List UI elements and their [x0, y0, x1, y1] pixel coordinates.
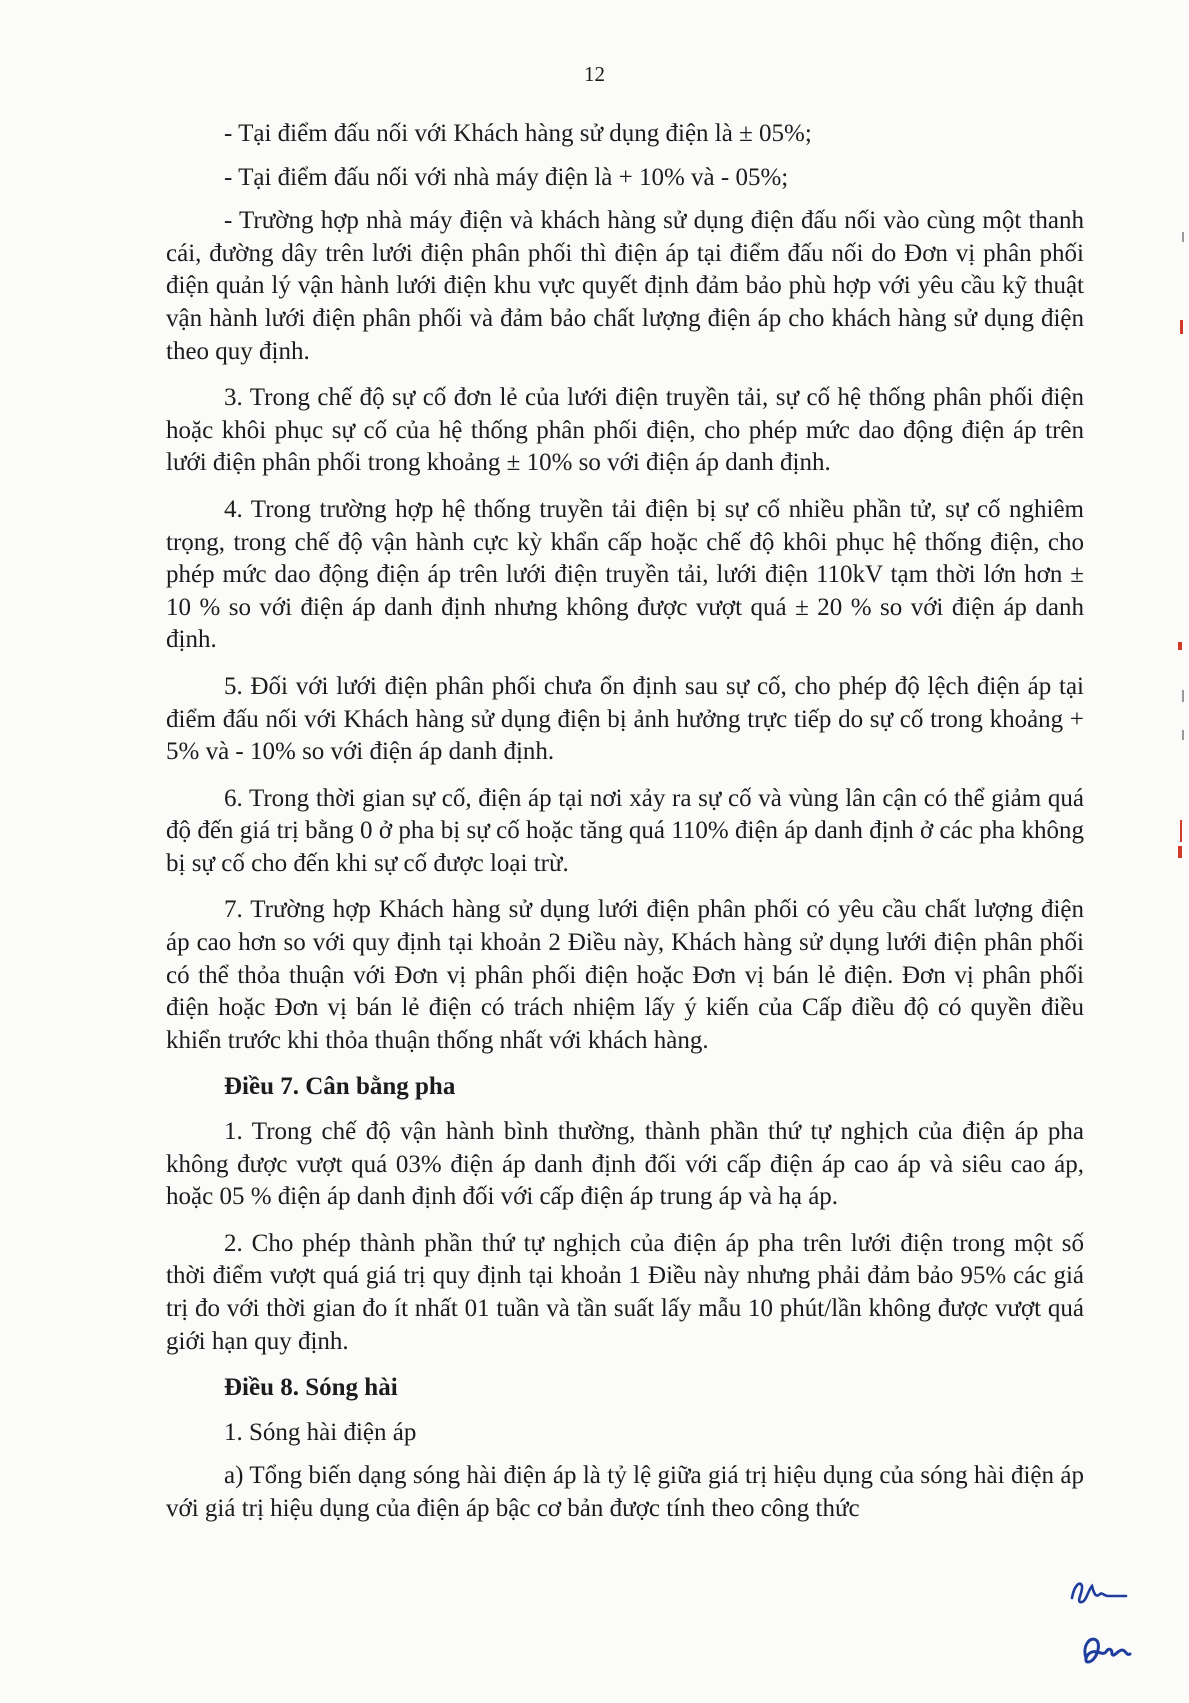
page-number: 12 — [584, 62, 605, 86]
margin-mark — [1182, 730, 1184, 740]
article-7-heading: Điều 7. Cân bằng pha — [224, 1073, 456, 1101]
article-8-paragraph-a: a) Tổng biến dạng sóng hài điện áp là tỷ lệ giữa giá trị hiệu dụng của sóng hài điện áp với giá trị hiệu dụng của điện áp bậc cơ bản được tính theo công thức — [166, 1462, 1084, 1522]
paragraph-clause-6: 6. Trong thời gian sự cố, điện áp tại nơi xảy ra sự cố và vùng lân cận có thể giảm quá độ đến giá trị bằng 0 ở pha bị sự cố hoặc tăng quá 110% điện áp danh định ở các pha không bị sự cố cho đến khi sự cố được loại trừ. — [166, 784, 1084, 877]
article-8-heading: Điều 8. Sóng hài — [224, 1374, 398, 1402]
document-body — [166, 118, 1084, 1526]
margin-mark — [1182, 232, 1184, 242]
paragraph-plant-tolerance: - Tại điểm đấu nối với nhà máy điện là + 10% và - 05%; — [224, 163, 789, 191]
article-7-paragraph-1: 1. Trong chế độ vận hành bình thường, thành phần thứ tự nghịch của điện áp pha không được vượt quá 03% điện áp danh định đối với cấp điện áp cao áp và siêu cao áp, hoặc 05 % điện áp danh định đối với cấp điện áp trung áp và hạ áp. — [166, 1118, 1084, 1211]
paragraph-clause-3: 3. Trong chế độ sự cố đơn lẻ của lưới điện truyền tải, sự cố hệ thống phân phối điện hoặc khôi phục sự cố của hệ thống phân phối điện, cho phép mức dao động điện áp trên lưới điện phân phối trong khoảng ± 10% so với điện áp danh định. — [166, 384, 1084, 477]
initials-signature-upper — [1068, 1572, 1128, 1608]
paragraph-clause-4: 4. Trong trường hợp hệ thống truyền tải điện bị sự cố nhiều phần tử, sự cố nghiêm trọng, trong chế độ vận hành cực kỳ khẩn cấp hoặc chế độ khôi phục hệ thống điện, cho phép mức dao động điện áp trên lưới điện truyền tải, lưới điện 110kV tạm thời lớn hơn ± 10 % so với điện áp danh định nhưng không được vượt quá ± 20 % so với điện áp danh định. — [166, 495, 1084, 654]
margin-mark — [1182, 690, 1184, 702]
initials-signature-lower — [1078, 1628, 1136, 1672]
margin-mark — [1178, 846, 1182, 858]
paragraph-customer-tolerance: - Tại điểm đấu nối với Khách hàng sử dụng điện là ± 05%; — [224, 120, 812, 147]
paragraph-clause-7: 7. Trường hợp Khách hàng sử dụng lưới điện phân phối có yêu cầu chất lượng điện áp cao hơn so với quy định tại khoản 2 Điều này, Khách hàng sử dụng lưới điện phân phối có thể thỏa thuận với Đơn vị phân phối điện hoặc Đơn vị bán lẻ điện. Đơn vị phân phối điện hoặc Đơn vị bán lẻ điện có trách nhiệm lấy ý kiến của Cấp điều độ có quyền điều khiển trước khi thỏa thuận thống nhất với khách hàng. — [166, 896, 1084, 1054]
margin-mark — [1180, 820, 1182, 842]
article-8-paragraph-1: 1. Sóng hài điện áp — [224, 1418, 417, 1446]
article-7-paragraph-2: 2. Cho phép thành phần thứ tự nghịch của điện áp pha trên lưới điện trong một số thời điểm vượt quá giá trị quy định tại khoản 1 Điều này nhưng phải đảm bảo 95% các giá trị đo với thời gian đo ít nhất 01 tuần và tần suất lấy mẫu 10 phút/lần không được vượt quá giới hạn quy định. — [166, 1229, 1084, 1355]
margin-mark — [1178, 642, 1182, 650]
paragraph-shared-busbar: - Trường hợp nhà máy điện và khách hàng sử dụng điện đấu nối vào cùng một thanh cái, đường dây trên lưới điện phân phối thì điện áp tại điểm đấu nối do Đơn vị phân phối điện quản lý vận hành lưới điện khu vực quyết định đảm bảo phù hợp với yêu cầu kỹ thuật vận hành lưới điện phân phối và đảm bảo chất lượng điện áp cho khách hàng sử dụng điện theo quy định. — [166, 207, 1084, 365]
margin-mark — [1180, 320, 1183, 334]
paragraph-clause-5: 5. Đối với lưới điện phân phối chưa ổn định sau sự cố, cho phép độ lệch điện áp tại điểm đấu nối với Khách hàng sử dụng điện bị ảnh hưởng trực tiếp do sự cố trong khoảng + 5% và - 10% so với điện áp danh định. — [166, 672, 1084, 766]
